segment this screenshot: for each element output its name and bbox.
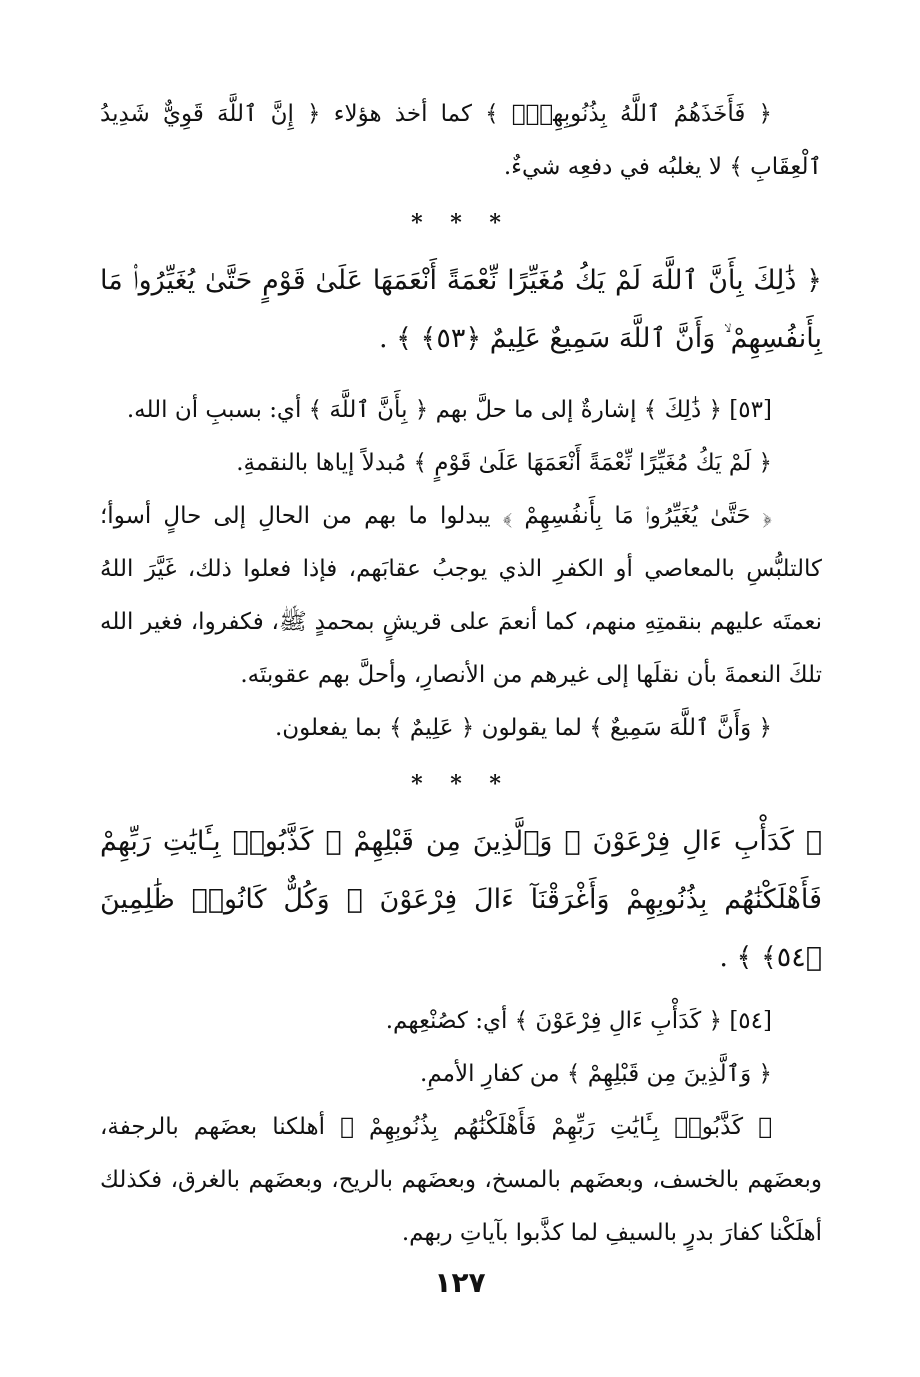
commentary-53-line-1: [٥٣] ﴿ ذَٰلِكَ ﴾ إشارةٌ إلى ما حلَّ بهم ﴿ بِأَنَّ ٱللَّهَ ﴾ أي: بسببِ أن الله. — [126, 397, 772, 423]
commentary-53-line-4: ﴿ وَأَنَّ ٱللَّهَ سَمِيعٌ ﴾ لما يقولون ﴿ عَلِيمٌ ﴾ بما يفعلون. — [274, 715, 772, 741]
page-body — [100, 88, 822, 1260]
commentary-54-line-1: [٥٤] ﴿ كَدَأْبِ ءَالِ فِرْعَوْنَ ﴾ أي: كصُنْعِهم. — [385, 1008, 772, 1034]
commentary-54-line-3: ﴿ كَذَّبُوا۟ بِـَٔايَٰتِ رَبِّهِمْ فَأَهْلَكْنَٰهُم بِذُنُوبِهِمْ ﴾ أهلكنا بعضَهم بالرجفة، وبعضَهم بالخسف، وبعضَهم بالمسخ، وبعضَهم بالريح، وبعضَهم بالغرق، فكذلك أهلَكْنا كفارَ بدرٍ بالسيفِ لما كذَّبوا بآياتِ ربهم. — [100, 1114, 822, 1246]
section-separator: * * * — [411, 771, 511, 797]
quran-verse-53: ﴿ ذَٰلِكَ بِأَنَّ ٱللَّهَ لَمْ يَكُ مُغَيِّرًا نِّعْمَةً أَنْعَمَهَا عَلَىٰ قَوْمٍ حَتَّىٰ يُغَيِّرُوا۟ مَا بِأَنفُسِهِمْ ۙ وَأَنَّ ٱللَّهَ سَمِيعٌ عَلِيمٌ ﴿٥٣﴾ ﴾ . — [100, 265, 822, 354]
section-separator: * * * — [411, 210, 511, 236]
page-number: ١٢٧ — [434, 1266, 486, 1299]
commentary-54-line-2: ﴿ وَٱلَّذِينَ مِن قَبْلِهِمْ ﴾ من كفارِ الأممِ. — [420, 1061, 772, 1087]
paragraph-intro: ﴿ فَأَخَذَهُمُ ٱللَّهُ بِذُنُوبِهِمْۗ ﴾ كما أخذ هؤلاء ﴿ إِنَّ ٱللَّهَ قَوِيٌّ شَدِيدُ ٱلْعِقَابِ ﴾ لا يغلبُه في دفعِه شيءٌ. — [100, 101, 822, 180]
quran-verse-54: ﴿ كَدَأْبِ ءَالِ فِرْعَوْنَ ۙ وَٱلَّذِينَ مِن قَبْلِهِمْ ۚ كَذَّبُوا۟ بِـَٔايَٰتِ رَبِّهِمْ فَأَهْلَكْنَٰهُم بِذُنُوبِهِمْ وَأَغْرَقْنَآ ءَالَ فِرْعَوْنَ ۚ وَكُلٌّ كَانُوا۟ ظَٰلِمِينَ ﴿٥٤﴾ ﴾ . — [100, 826, 822, 973]
commentary-53-line-2: ﴿ لَمْ يَكُ مُغَيِّرًا نِّعْمَةً أَنْعَمَهَا عَلَىٰ قَوْمٍ ﴾ مُبدلاً إياها بالنقمةِ. — [236, 450, 772, 476]
commentary-53-line-3: ﴿ حَتَّىٰ يُغَيِّرُوا۟ مَا بِأَنفُسِهِمْ ﴾ يبدلوا ما بهم من الحالِ إلى حالٍ أسوأ؛ كالتلبُّسِ بالمعاصي أو الكفرِ الذي يوجبُ عقابَهم، فإذا فعلوا ذلك، غَيَّرَ اللهُ نعمتَه عليهم بنقمتِهِ منهم، كما أنعمَ على قريشٍ بمحمدٍ ﷺ، فكفروا، فغير الله تلكَ النعمةَ بأن نقلَها إلى غيرهم من الأنصارِ، وأحلَّ بهم عقوبتَه. — [100, 503, 822, 688]
